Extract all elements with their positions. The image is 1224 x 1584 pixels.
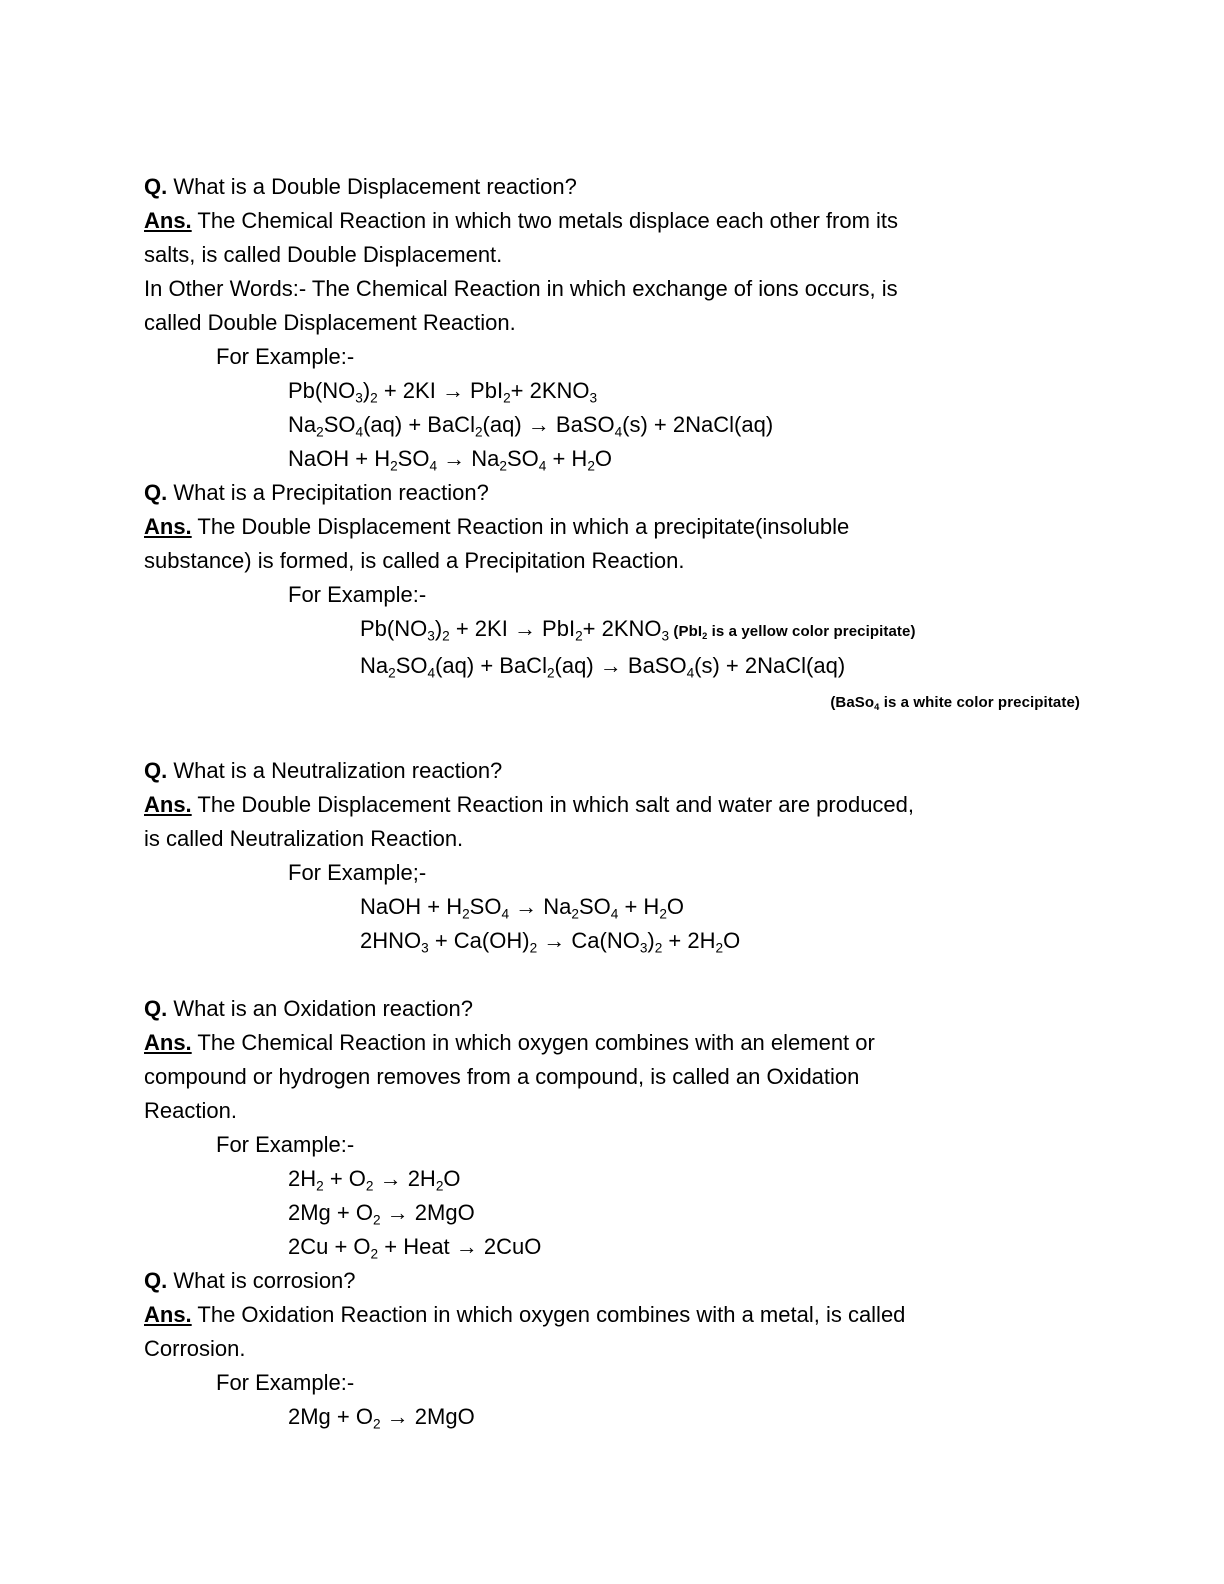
doc-line [288, 1196, 1080, 1230]
doc-line [144, 510, 1080, 544]
text-segment: $2Mg + O_2 \to 2MgO$ [288, 1200, 475, 1228]
doc-line [216, 340, 1080, 374]
doc-line [144, 822, 1080, 856]
doc-line [144, 272, 1080, 306]
doc-line [288, 1400, 1080, 1434]
text-segment: $Na_2SO_4(aq)$ + BaCl$_2$(aq) → BaSO$_4$(s) + 2NaCl(aq) [360, 653, 846, 681]
text-segment: Corrosion. [144, 1336, 246, 1361]
text-segment: The Chemical Reaction in which oxygen combines with an element or [191, 1030, 875, 1055]
text-segment: called Double Displacement Reaction. [144, 310, 516, 335]
text-segment: The Double Displacement Reaction in which salt and water are produced, [191, 792, 915, 817]
doc-line [288, 1230, 1080, 1264]
precipitate-annotation: (PbI$_2$ is a yellow color precipitate) [669, 623, 916, 641]
doc-line [144, 1060, 1080, 1094]
qa-prefix-label: Ans. [144, 514, 192, 539]
doc-line [144, 683, 1080, 720]
doc-line [144, 1026, 1080, 1060]
blank-line [144, 720, 1080, 754]
text-segment: $2Cu + O_2$ + Heat → 2CuO [288, 1234, 542, 1262]
doc-line [360, 890, 1080, 924]
text-segment: For Example:- [288, 582, 427, 607]
text-segment: What is corrosion? [167, 1268, 356, 1293]
doc-line [144, 1094, 1080, 1128]
doc-line [144, 306, 1080, 340]
doc-line [288, 374, 1080, 408]
text-segment: Reaction. [144, 1098, 237, 1123]
qa-prefix-label: Ans. [144, 208, 192, 233]
doc-line [144, 754, 1080, 788]
text-segment: compound or hydrogen removes from a compound, is called an Oxidation [144, 1064, 860, 1089]
doc-line [144, 1264, 1080, 1298]
text-segment: is called Neutralization Reaction. [144, 826, 464, 851]
text-segment: The Oxidation Reaction in which oxygen combines with a metal, is called [191, 1302, 906, 1327]
doc-line [144, 1332, 1080, 1366]
doc-line [360, 612, 1080, 649]
doc-line [216, 1366, 1080, 1400]
qa-prefix-label: Q. [144, 996, 168, 1021]
doc-line [360, 649, 1080, 683]
text-segment: For Example:- [216, 1370, 355, 1395]
text-segment: $Pb(NO_3)_2 + 2KI \to PbI_2+ 2KNO_3$ [360, 616, 670, 644]
doc-line [288, 442, 1080, 476]
doc-line [216, 1128, 1080, 1162]
doc-line [288, 1162, 1080, 1196]
text-segment: What is a Precipitation reaction? [167, 480, 489, 505]
text-segment: In Other Words:- The Chemical Reaction in which exchange of ions occurs, is [144, 276, 898, 301]
doc-line [144, 170, 1080, 204]
doc-line [288, 856, 1080, 890]
text-segment: $2HNO_3 + Ca(OH)_2 \to Ca(NO_3)_2 + 2H_2O$ [360, 928, 741, 956]
text-segment: For Example:- [216, 344, 355, 369]
doc-line [144, 544, 1080, 578]
blank-line [144, 958, 1080, 992]
doc-line [144, 204, 1080, 238]
qa-prefix-label: Ans. [144, 1302, 192, 1327]
doc-line [144, 238, 1080, 272]
doc-line [144, 992, 1080, 1026]
text-segment: salts, is called Double Displacement. [144, 242, 503, 267]
text-segment: $Pb(NO_3)_2 + 2KI \to PbI_2+ 2KNO_3$ [288, 378, 598, 406]
qa-prefix-label: Q. [144, 758, 168, 783]
text-segment: The Double Displacement Reaction in which a precipitate(insoluble [191, 514, 850, 539]
qa-prefix-label: Ans. [144, 1030, 192, 1055]
text-segment: $2Mg + O_2 \to 2MgO$ [288, 1404, 475, 1432]
doc-line [144, 788, 1080, 822]
text-segment: The Chemical Reaction in which two metals displace each other from its [191, 208, 899, 233]
precipitate-annotation: (BaSo$_4$ is a white color precipitate) [830, 694, 1080, 712]
qa-prefix-label: Q. [144, 1268, 168, 1293]
doc-line [144, 1298, 1080, 1332]
qa-prefix-label: Q. [144, 174, 168, 199]
text-segment: $2H_2 + O_2 \to 2H_2O$ [288, 1166, 461, 1194]
text-segment: $Na_2SO_4(aq)$ + BaCl$_2$(aq) → BaSO$_4$(s) + 2NaCl(aq) [288, 412, 774, 440]
text-segment: NaOH + $H_2SO_4 \to Na_2SO_4 + H_2O$ [288, 446, 613, 474]
doc-line [144, 476, 1080, 510]
text-segment: NaOH + $H_2SO_4 \to Na_2SO_4 + H_2O$ [360, 894, 685, 922]
text-segment: substance) is formed, is called a Precipitation Reaction. [144, 548, 685, 573]
doc-line [360, 924, 1080, 958]
text-segment: What is an Oxidation reaction? [167, 996, 473, 1021]
text-segment: For Example;- [288, 860, 427, 885]
doc-line [288, 578, 1080, 612]
text-segment: For Example:- [216, 1132, 355, 1157]
text-segment: What is a Double Displacement reaction? [167, 174, 577, 199]
qa-prefix-label: Ans. [144, 792, 192, 817]
doc-line [288, 408, 1080, 442]
qa-prefix-label: Q. [144, 480, 168, 505]
text-segment: What is a Neutralization reaction? [167, 758, 503, 783]
